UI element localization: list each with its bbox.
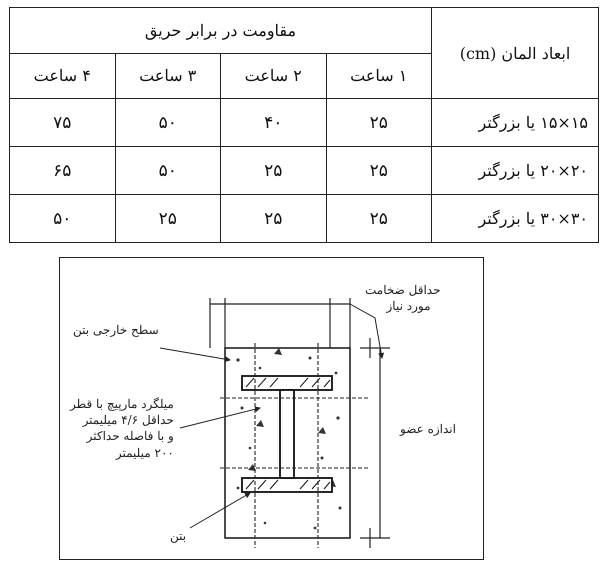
table-cell: ۲۵ xyxy=(326,195,432,243)
row-label: ۱۵×۱۵ یا بزرگتر xyxy=(432,99,599,147)
encased-column-figure xyxy=(59,257,484,560)
outer-surface-label: سطح خارجی بتن xyxy=(73,323,159,337)
row-label: ۲۰×۲۰ یا بزرگتر xyxy=(432,147,599,195)
spiral-rebar-line2: حداقل ۴/۶ میلیمتر xyxy=(82,413,174,428)
hour-header: ۲ ساعت xyxy=(221,53,327,99)
table-cell: ۵۰ xyxy=(10,195,116,243)
table-cell: ۵۰ xyxy=(115,99,221,147)
hour-header: ۱ ساعت xyxy=(326,53,432,99)
table-cell: ۴۰ xyxy=(221,99,327,147)
dimension-header: ابعاد المان (cm) xyxy=(432,8,599,99)
table-row xyxy=(10,99,599,147)
row-label: ۳۰×۳۰ یا بزرگتر xyxy=(432,195,599,243)
table-cell: ۲۵ xyxy=(221,195,327,243)
member-size-dimension xyxy=(360,338,390,548)
table-cell: ۲۵ xyxy=(326,99,432,147)
table-cell: ۲۵ xyxy=(221,147,327,195)
table-cell: ۲۵ xyxy=(326,147,432,195)
fire-resistance-header: مقاومت در برابر حریق xyxy=(10,8,432,54)
table-row xyxy=(10,147,599,195)
spiral-rebar-line3: و با فاصله حداکثر xyxy=(86,429,174,444)
spiral-rebar-label xyxy=(70,396,174,461)
min-thickness-line2: مورد نیاز xyxy=(386,299,431,314)
table-cell: ۵۰ xyxy=(115,147,221,195)
spiral-rebar-line4: ۲۰۰ میلیمتر xyxy=(115,445,174,460)
top-dimension-lines xyxy=(210,298,350,348)
hour-header: ۴ ساعت xyxy=(10,53,116,99)
table-cell: ۶۵ xyxy=(10,147,116,195)
fire-resistance-table xyxy=(9,7,599,243)
concrete-label: بتن xyxy=(170,529,187,543)
min-thickness-label xyxy=(365,282,441,314)
table-row xyxy=(10,195,599,243)
member-size-label: اندازه عضو xyxy=(400,422,456,436)
spiral-rebar-line1: میلگرد مارپیچ با قطر xyxy=(70,397,174,411)
table-cell: ۲۵ xyxy=(115,195,221,243)
min-thickness-line1: حداقل ضخامت xyxy=(365,283,441,297)
table-header-row xyxy=(10,8,599,54)
hour-header: ۳ ساعت xyxy=(115,53,221,99)
table-cell: ۷۵ xyxy=(10,99,116,147)
